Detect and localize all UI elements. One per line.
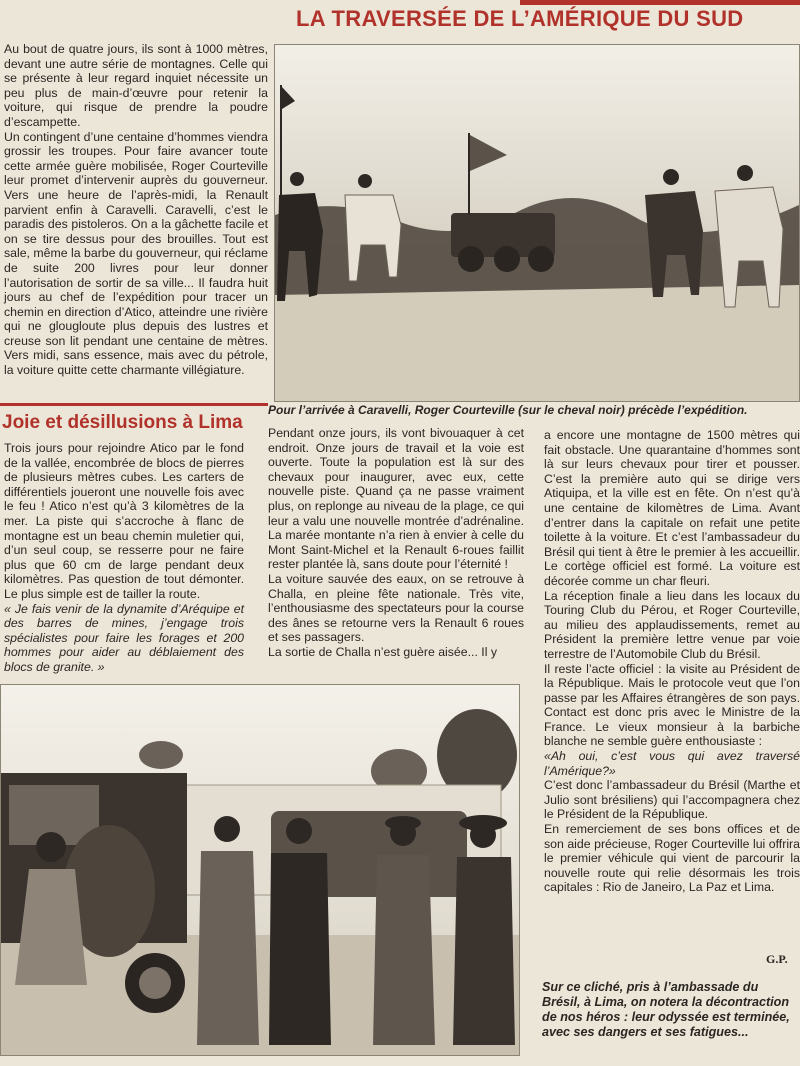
photo-lima-image: [1, 685, 519, 1055]
quote-paragraph: « Je fais venir de la dynamite d’Aréquipe et des barres de mines, j’engage trois spécialistes pour faire les forages et 200 hommes pour aider au déblaiement des blocs de granite. »: [4, 601, 244, 674]
paragraph: Au bout de quatre jours, ils sont à 1000 mètres, devant une autre série de montagnes. Celle qui se présente à leur regard inquiet nécessite un peu plus de main-d’œuvre pour retenir la voiture, qui risque de prendre la poudre d’escampette.: [4, 42, 268, 129]
paragraph: En remerciement de ses bons offices et de son aide précieuse, Roger Courteville lui offrira le premier véhicule qui vient de parcourir la nouvelle route qui relie désormais les trois capitales : Rio de Janeiro, La Paz et Lima.: [544, 822, 800, 895]
photo-caravelli-image: [275, 45, 799, 401]
photo-caption-lima: Sur ce cliché, pris à l’ambassade du Brésil, à Lima, on notera la décontraction de nos héros : leur odyssée est terminée, avec ses dangers et ses fatigues...: [542, 980, 790, 1039]
photo-caption-caravelli: Pour l’arrivée à Caravelli, Roger Courteville (sur le cheval noir) précède l’expédition.: [268, 403, 748, 417]
paragraph: Il reste l’acte officiel : la visite au Président de la République. Mais le protocole veut que l’on passe par les Affaires étrangères de son pays. Contact est donc pris avec le Ministre de la France. Le vieux monsieur à la barbiche blanche ne semble guère enthousiaste :: [544, 661, 800, 749]
paragraph: La réception finale a lieu dans les locaux du Touring Club du Pérou, et Roger Courteville, au milieu des applaudissements, remet au Président la première lettre venue par voie terrestre de l’Automobile Club du Brésil.: [544, 588, 800, 661]
article-column-2: [268, 426, 524, 660]
paragraph: Trois jours pour rejoindre Atico par le fond de la vallée, encombrée de blocs de pierres de plusieurs mètres cubes. Les carters de différentiels joueront une nouvelle fois avec le feu ! Atico n’est qu’à 3 kilomètres de la mer. La piste qui s’accroche à flanc de montagne est un beau chemin muletier qui, d’un seul coup, se resserre pour ne faire plus que 60 cm de large pendant deux kilomètres. Pas question de tout démonter. Le plus simple est de tailler la route.: [4, 441, 244, 601]
paragraph: C’est donc l’ambassadeur du Brésil (Marthe et Julio sont brésiliens) qui l’accompagnera chez le Président de la République.: [544, 778, 800, 822]
paragraph: Un contingent d’une centaine d’hommes viendra grossir les troupes. Pour faire avancer toute cette armée guère mobilisée, Roger Courteville leur promet d’intervenir auprès du gouverneur. Vers une heure de l’après-midi, la Renault parvient enfin à Caravelli. Caravelli, c’est le paradis des pistoleros. On a la gâchette facile et on se tire dessus pour des brouilles. Tout est sale, même la barbe du gouverneur, qui réclame de suite 200 livres pour leur donner l’autorisation de sortir de sa ville... Il faudra huit jours au chef de l’expédition pour tracer un chemin en direction d’Atico, atteindre une rivière qui ne glougloute plus depuis des lustres et creuse son lit pendant une centaine de mètres. Vers midi, sans essence, mais avec du pétrole, la voiture quitte cette charmante villégiature.: [4, 129, 268, 378]
header-rule: [520, 0, 800, 5]
photo-caravelli-arrival: [274, 44, 800, 402]
article-title: LA TRAVERSÉE DE L’AMÉRIQUE DU SUD: [296, 6, 744, 31]
paragraph: Pendant onze jours, ils vont bivouaquer à cet endroit. Onze jours de travail et la voie est ouverte. Toute la population est là sur des chevaux pour inaugurer, avec eux, cette nouvelle piste. Quand ça ne passe vraiment plus, on replonge au niveau de la plage, ce qui leur a valu une nouvelle montrée d’adrénaline. La marée montante n’a rien à envier à celle du Mont Saint-Michel et la Renault 6-roues faillit rester plantée là, sans doute pour l’éternité !: [268, 426, 524, 572]
subhead-rule: [0, 403, 268, 406]
quote-paragraph: «Ah oui, c’est vous qui avez traversé l’Amérique?»: [544, 749, 800, 778]
paragraph: a encore une montagne de 1500 mètres qui fait obstacle. Une quarantaine d’hommes sont là sur leurs chevaux pour tirer et pousser. C’est la première auto qui se dirige vers Atiquipa, et la ville est en fête. On n’est qu’à une centaine de kilomètres de Lima. Avant d’entrer dans la capitale on refait une petite toilette à la voiture. Et c’est l’ambassadeur du Brésil qui tient à être le premier à les accueillir. Le cortège officiel est formé. La voiture est décorée comme un char fleuri.: [544, 428, 800, 588]
article-column-1-bottom: [4, 441, 244, 675]
article-column-1-top: [4, 42, 268, 378]
paragraph: La voiture sauvée des eaux, on se retrouve à Challa, en pleine fête nationale. Très vite, l’enthousiasme des spectateurs pour la course des ânes se retourne vers la Renault 6 roues et ses passagers.: [268, 571, 524, 645]
article-column-3: [544, 428, 800, 895]
author-signature: G.P.: [766, 952, 788, 966]
paragraph: La sortie de Challa n’est guère aisée... Il y: [268, 644, 497, 659]
photo-lima-embassy: [0, 684, 520, 1056]
section-subhead: Joie et désillusions à Lima: [2, 412, 243, 433]
